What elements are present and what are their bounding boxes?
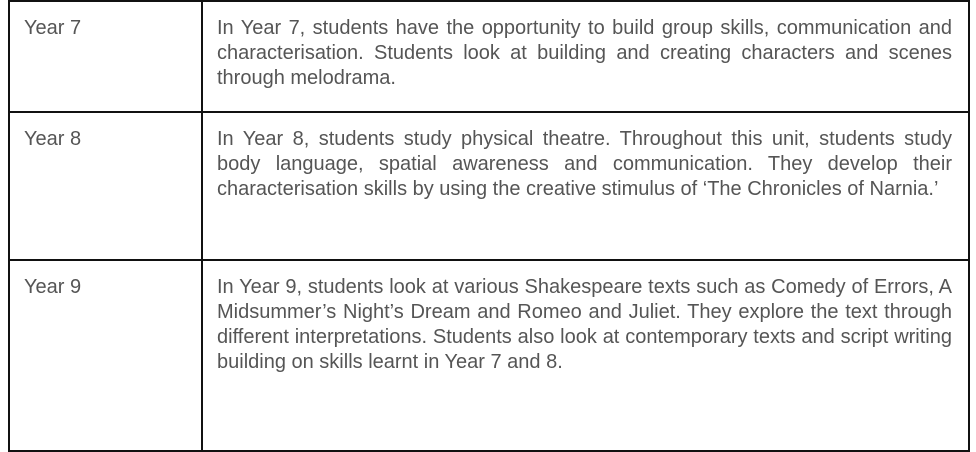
year-cell: Year 9 — [9, 260, 202, 451]
table-row — [9, 260, 969, 451]
description-cell: In Year 9, students look at various Shakespeare texts such as Comedy of Errors, A Midsummer’s Night’s Dream and Romeo and Juliet. They explore the text through different interpretations. Students also look at contemporary texts and script writing building on skills learnt in Year 7 and 8. — [202, 260, 969, 451]
curriculum-table — [8, 0, 970, 452]
curriculum-table-container — [8, 0, 968, 452]
table-row — [9, 112, 969, 260]
description-cell: In Year 7, students have the opportunity to build group skills, communication and characterisation. Students look at building and creating characters and scenes through melodrama. — [202, 1, 969, 112]
description-cell: In Year 8, students study physical theatre. Throughout this unit, students study body language, spatial awareness and communication. They develop their characterisation skills by using the creative stimulus of ‘The Chronicles of Narnia.’ — [202, 112, 969, 260]
year-cell: Year 8 — [9, 112, 202, 260]
table-row — [9, 1, 969, 112]
year-cell: Year 7 — [9, 1, 202, 112]
